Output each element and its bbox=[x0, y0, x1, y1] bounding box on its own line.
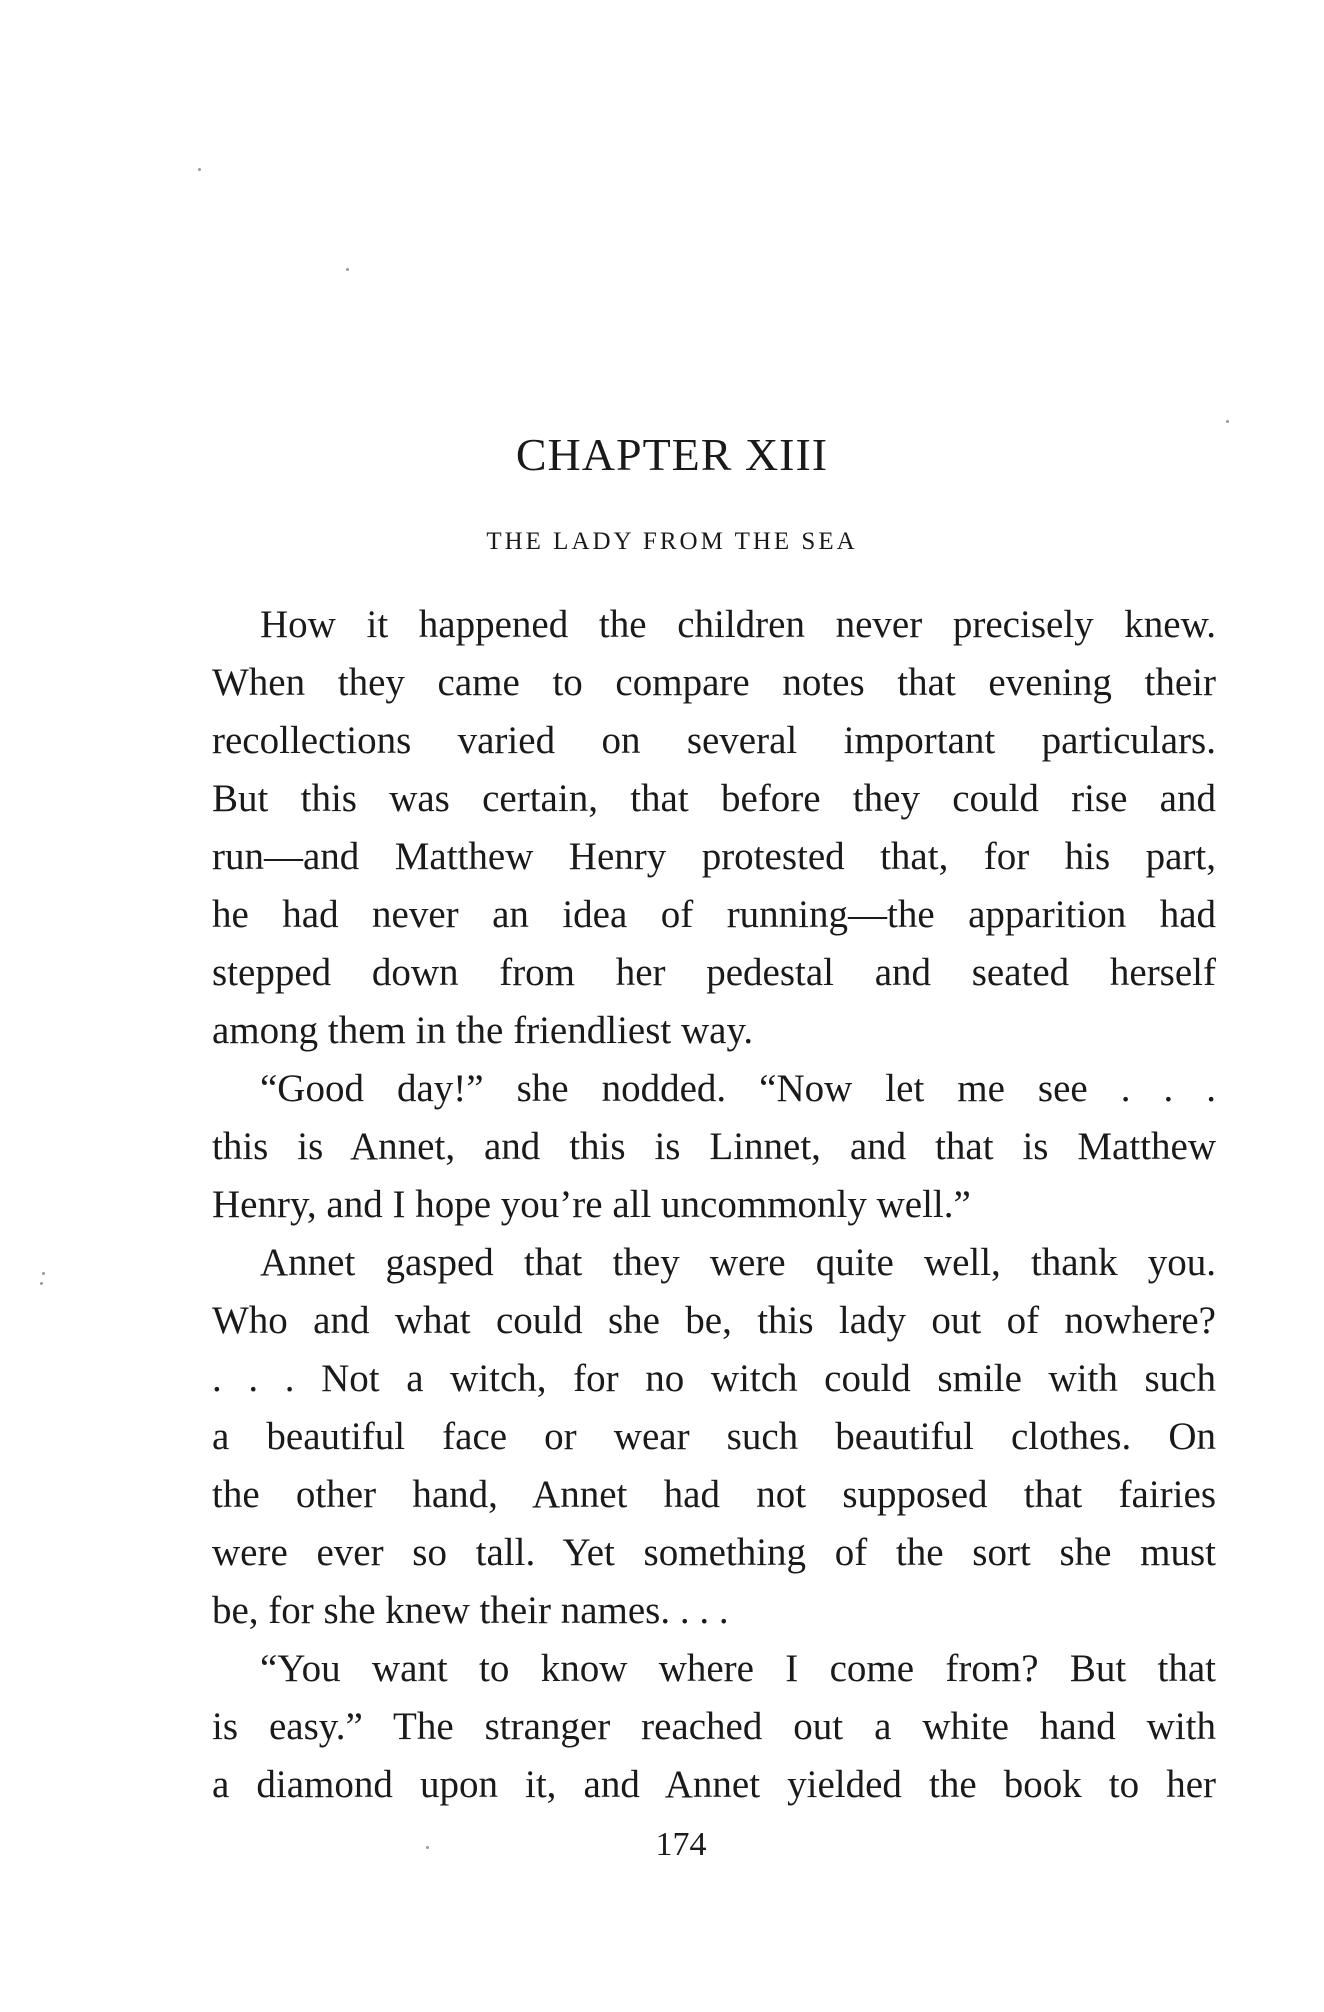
paper-speck bbox=[1226, 420, 1229, 423]
text-line: Henry, and I hope you’re all uncommonly well.” bbox=[212, 1183, 971, 1226]
text-line: run—and Matthew Henry protested that, for his part, bbox=[212, 835, 1216, 878]
text-line: a beautiful face or wear such beautiful clothes. On bbox=[212, 1415, 1216, 1458]
text-line: stepped down from her pedestal and seated herself bbox=[212, 951, 1216, 994]
body-text bbox=[212, 596, 1216, 1814]
text-line: How it happened the children never precisely knew. bbox=[260, 603, 1216, 646]
text-line: were ever so tall. Yet something of the sort she must bbox=[212, 1531, 1216, 1574]
paper-speck bbox=[198, 168, 201, 171]
paper-speck bbox=[42, 1272, 45, 1275]
text-line: recollections varied on several important particulars. bbox=[212, 719, 1216, 762]
text-line: . . . Not a witch, for no witch could smile with such bbox=[212, 1357, 1216, 1400]
text-line: be, for she knew their names. . . . bbox=[212, 1589, 729, 1632]
text-line: he had never an idea of running—the apparition had bbox=[212, 893, 1216, 936]
paper-speck bbox=[40, 1282, 43, 1285]
text-line: this is Annet, and this is Linnet, and that is Matthew bbox=[212, 1125, 1216, 1168]
text-line: is easy.” The stranger reached out a white hand with bbox=[212, 1705, 1216, 1748]
text-line: Who and what could she be, this lady out of nowhere? bbox=[212, 1299, 1216, 1342]
text-line: the other hand, Annet had not supposed that fairies bbox=[212, 1473, 1216, 1516]
chapter-number: CHAPTER XIII bbox=[515, 429, 829, 480]
text-line: “You want to know where I come from? But that bbox=[260, 1647, 1216, 1690]
text-line: When they came to compare notes that evening their bbox=[212, 661, 1216, 704]
text-line: a diamond upon it, and Annet yielded the book to her bbox=[212, 1763, 1216, 1806]
text-line: But this was certain, that before they could rise and bbox=[212, 777, 1216, 820]
paper-speck bbox=[346, 268, 349, 271]
text-line: Annet gasped that they were quite well, thank you. bbox=[260, 1241, 1216, 1284]
chapter-title: THE LADY FROM THE SEA bbox=[486, 528, 858, 555]
text-line: “Good day!” she nodded. “Now let me see . . . bbox=[260, 1067, 1216, 1110]
page-number: 174 bbox=[655, 1826, 707, 1863]
text-line: among them in the friendliest way. bbox=[212, 1009, 754, 1052]
